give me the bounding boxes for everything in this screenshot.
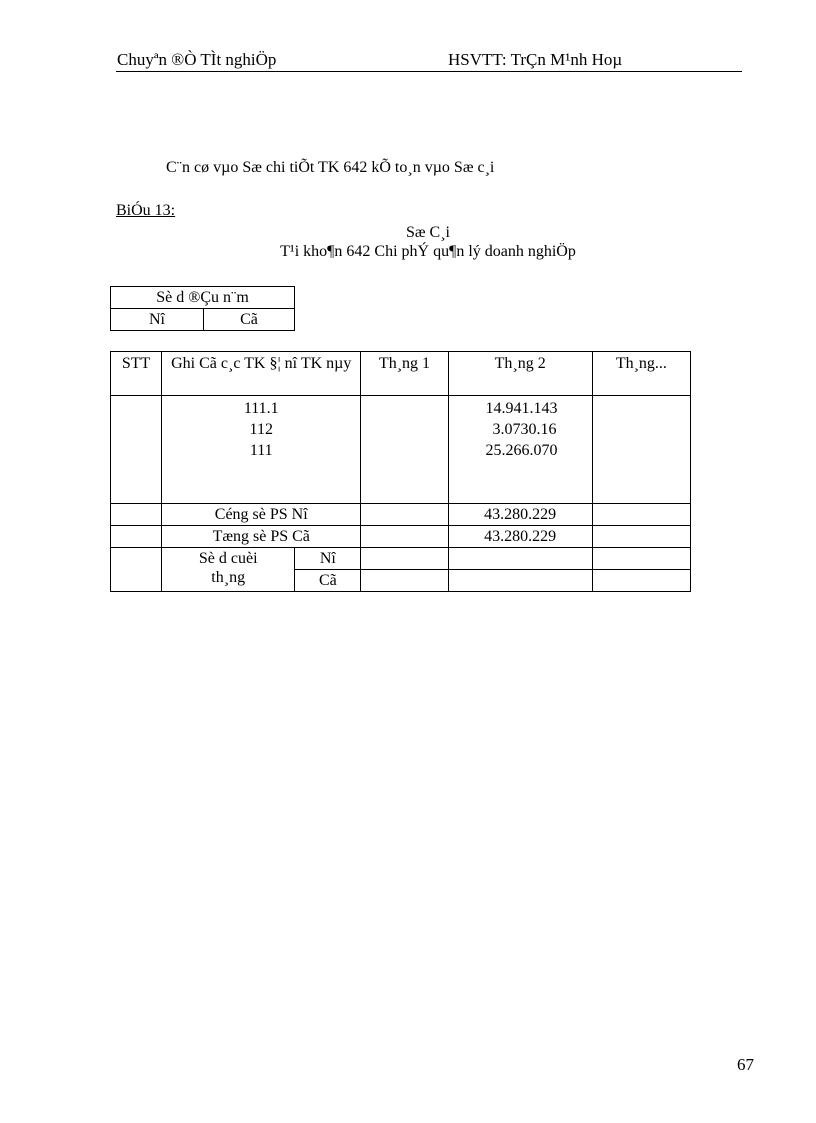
total-debit-label: Céng sè PS Nî — [162, 504, 361, 526]
table-row: 112 — [249, 421, 273, 438]
intro-text: C¨n cø vµo Sæ chi tiÕt TK 642 kÕ to¸n vµo Sæ c¸i — [166, 159, 495, 176]
ledger-table — [110, 351, 691, 592]
header-stt: STT — [111, 352, 162, 396]
account-list — [162, 396, 361, 504]
page-number: 67 — [737, 1055, 754, 1074]
table-cell: 14.941.143 — [485, 400, 558, 417]
month2-list — [448, 396, 592, 504]
table-label: BiÓu 13: — [116, 202, 176, 219]
opening-debit-label: Nî — [111, 309, 204, 331]
table-row: 111 — [249, 442, 273, 459]
opening-credit-label: Cã — [204, 309, 295, 331]
header-rule — [116, 71, 742, 72]
body-stt — [111, 396, 162, 504]
header-monthN: Th¸ng... — [592, 352, 690, 396]
total-credit-value: 43.280.229 — [448, 526, 592, 548]
header-month2: Th¸ng 2 — [448, 352, 592, 396]
body-monthN — [592, 396, 690, 504]
closing-credit-label: Cã — [295, 570, 361, 592]
ledger-subtitle: T¹i kho¶n 642 Chi phÝ qu¶n lý doanh nghiÖp — [280, 243, 576, 260]
closing-debit-label: Nî — [295, 548, 361, 570]
header-left: Chuyªn ®Ò TÌt nghiÖp — [117, 50, 277, 69]
table-row: 111.1 — [243, 400, 279, 417]
header-month1: Th¸ng 1 — [361, 352, 448, 396]
ledger-title: Sæ C¸i — [405, 224, 450, 241]
opening-balance-title: Sè d ®Çu n¨m — [111, 287, 295, 309]
total-credit-label: Tæng sè PS Cã — [162, 526, 361, 548]
header-account: Ghi Cã c¸c TK §¦ nî TK nµy — [162, 352, 361, 396]
header-right: HSVTT: TrÇn M¹nh Hoµ — [448, 50, 623, 69]
total-debit-value: 43.280.229 — [448, 504, 592, 526]
opening-balance-table — [110, 286, 295, 331]
body-month1 — [361, 396, 448, 504]
table-cell: 25.266.070 — [485, 442, 558, 459]
table-cell: 3.0730.16 — [492, 421, 557, 438]
closing-balance-label: Sè d cuèi th¸ng — [162, 548, 295, 592]
